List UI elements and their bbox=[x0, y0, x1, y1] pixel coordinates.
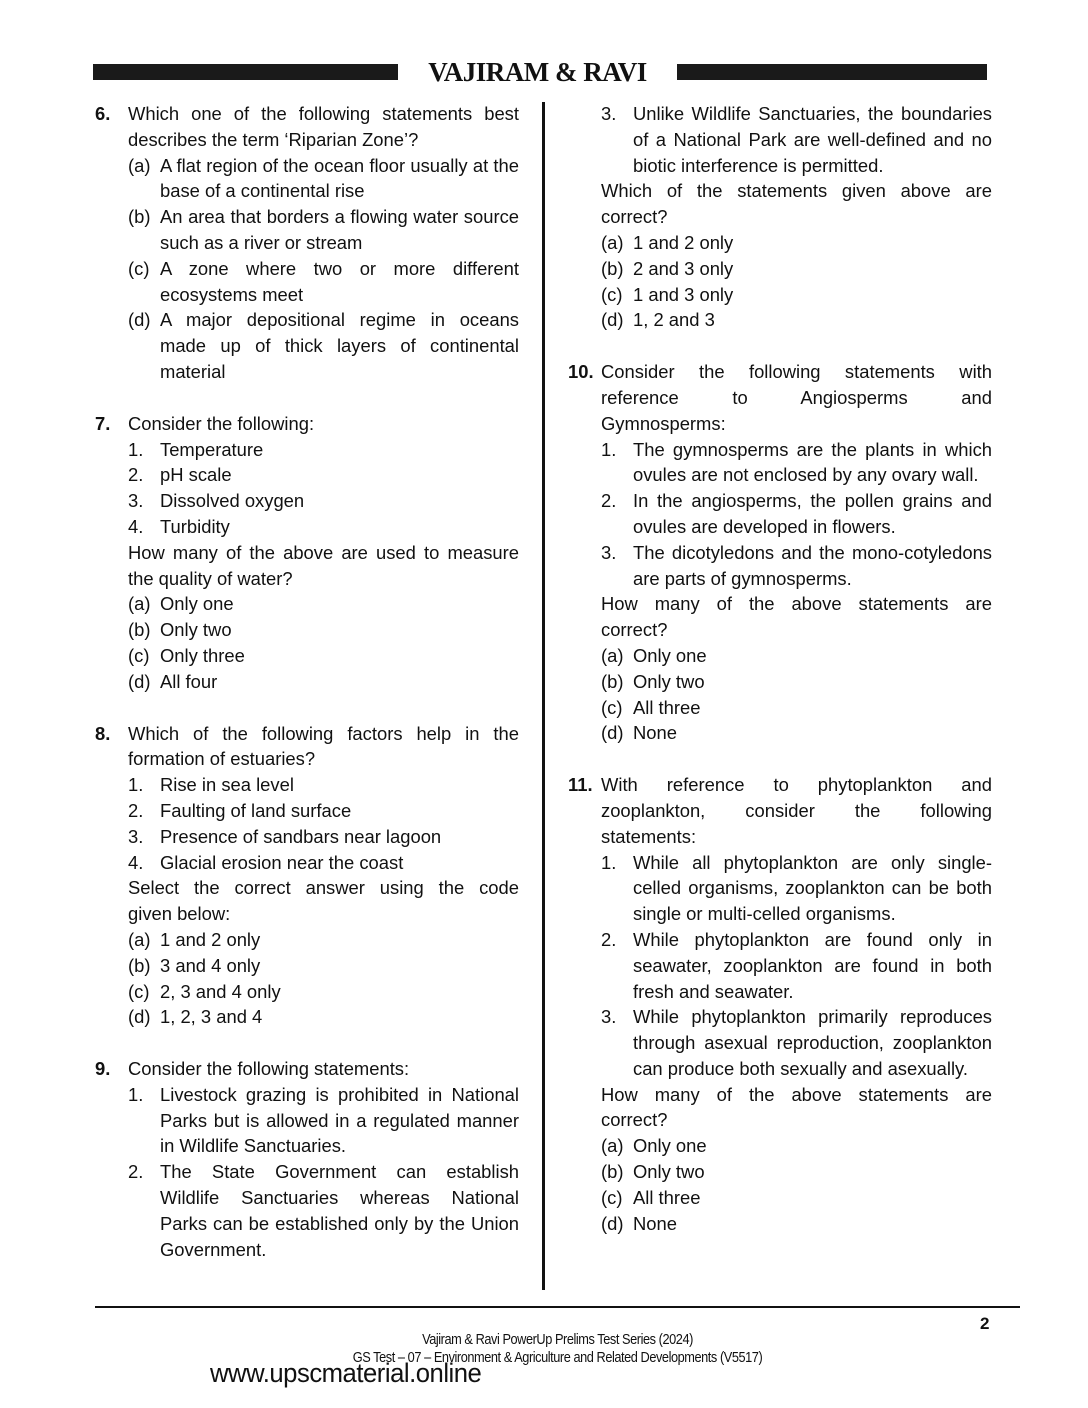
question-8 bbox=[95, 721, 519, 1031]
option-b[interactable]: (b) Only two bbox=[601, 1161, 705, 1183]
option-c[interactable]: (c) A zone where two or more different ecosystems meet bbox=[128, 257, 519, 305]
question-number: 6. bbox=[95, 103, 111, 124]
footer-series-title: Vajiram & Ravi PowerUp Prelims Test Series (2024) bbox=[422, 1332, 693, 1348]
statement-3: 3. Unlike Wildlife Sanctuaries, the boundaries of a National Park are well-defined and no biotic interference is permitted. bbox=[601, 103, 992, 176]
statement-3: 3. The dicotyledons and the mono-cotyledons are parts of gymnosperms. bbox=[601, 541, 992, 589]
option-d[interactable]: (d) 1, 2, 3 and 4 bbox=[128, 1006, 263, 1028]
footer-test-title: GS Test – 07 – Environment & Agriculture and Related Developments (V5517) bbox=[352, 1350, 763, 1366]
statement-4: 4. Glacial erosion near the coast bbox=[128, 851, 404, 873]
header-bar-right bbox=[677, 64, 987, 80]
option-c[interactable]: (c) All three bbox=[601, 1186, 701, 1208]
option-d[interactable]: (d) None bbox=[601, 1212, 677, 1234]
option-b[interactable]: (b) Only two bbox=[128, 619, 232, 641]
statement-2: 2. While phytoplankton are found only in seawater, zooplankton are found in both fresh and seawater. bbox=[601, 928, 992, 1002]
question-prompt-line: given below: bbox=[128, 903, 231, 925]
option-a[interactable]: (a) A flat region of the ocean floor usually at the base of a continental rise bbox=[128, 154, 519, 202]
option-c[interactable]: (c) Only three bbox=[128, 644, 245, 666]
question-stem-line: formation of estuaries? bbox=[128, 748, 316, 770]
question-number: 10. bbox=[568, 361, 594, 383]
question-number: 9. bbox=[95, 1058, 111, 1080]
option-a[interactable]: (a) 1 and 2 only bbox=[601, 231, 734, 253]
statement-1: 1. Livestock grazing is prohibited in National Parks but is allowed in a regulated manner in Wildlife Sanctuaries. bbox=[128, 1083, 519, 1157]
statement-1: 1. The gymnosperms are the plants in which ovules are not enclosed by any ovary wall. bbox=[601, 438, 992, 486]
question-number: 8. bbox=[95, 722, 111, 744]
header-title: VAJIRAM & RAVI bbox=[428, 57, 647, 87]
option-c[interactable]: (c) 2, 3 and 4 only bbox=[128, 980, 281, 1002]
footer-rule bbox=[95, 1306, 1020, 1308]
question-prompt-line: How many of the above statements are bbox=[601, 593, 992, 615]
question-prompt-line: correct? bbox=[601, 206, 668, 228]
statement-3: 3. While phytoplankton primarily reproduces through asexual reproduction, zooplankton can produce both sexually and asexually. bbox=[601, 1006, 992, 1079]
question-stem-line: With reference to phytoplankton and bbox=[601, 774, 992, 796]
question-stem-line: zooplankton, consider the following bbox=[601, 799, 992, 821]
page-header bbox=[93, 58, 987, 86]
question-10 bbox=[568, 359, 992, 746]
question-stem-line: Gymnosperms: bbox=[601, 412, 726, 434]
question-11 bbox=[568, 772, 992, 1236]
question-stem-line: describes the term ‘Riparian Zone’? bbox=[128, 128, 419, 150]
question-number: 11. bbox=[568, 774, 593, 796]
question-prompt-line: correct? bbox=[601, 619, 668, 641]
statement-4: 4. Turbidity bbox=[128, 515, 230, 537]
question-prompt-line: the quality of water? bbox=[128, 567, 293, 589]
statement-2: 2. pH scale bbox=[128, 464, 232, 486]
option-d[interactable]: (d) None bbox=[601, 722, 677, 744]
statement-3: 3. Presence of sandbars near lagoon bbox=[128, 825, 442, 847]
option-b[interactable]: (b) 3 and 4 only bbox=[128, 954, 261, 976]
statement-2: 2. In the angiosperms, the pollen grains and ovules are developed in flowers. bbox=[601, 490, 992, 537]
option-c[interactable]: (c) 1 and 3 only bbox=[601, 283, 734, 305]
option-d[interactable]: (d) All four bbox=[128, 670, 218, 692]
statement-3: 3. Dissolved oxygen bbox=[128, 490, 305, 512]
question-stem-line: Which one of the following statements best bbox=[128, 103, 519, 124]
question-7 bbox=[95, 411, 519, 695]
question-stem-line: reference to Angiosperms and bbox=[601, 386, 992, 408]
question-6 bbox=[95, 101, 519, 385]
option-d[interactable]: (d) A major depositional regime in oceans made up of thick layers of continental material bbox=[128, 309, 519, 382]
question-prompt-line: How many of the above are used to measure bbox=[128, 541, 519, 563]
question-prompt-line: Which of the statements given above are bbox=[601, 180, 992, 202]
option-d[interactable]: (d) 1, 2 and 3 bbox=[601, 309, 715, 331]
header-bar-left bbox=[93, 64, 398, 80]
statement-1: 1. Rise in sea level bbox=[128, 774, 294, 796]
question-stem-line: statements: bbox=[601, 825, 697, 847]
option-a[interactable]: (a) 1 and 2 only bbox=[128, 928, 261, 950]
statement-1: 1. Temperature bbox=[128, 438, 264, 460]
option-b[interactable]: (b) Only two bbox=[601, 670, 705, 692]
question-9 bbox=[95, 1056, 519, 1262]
left-column bbox=[95, 101, 519, 1288]
option-b[interactable]: (b) 2 and 3 only bbox=[601, 257, 734, 279]
option-a[interactable]: (a) Only one bbox=[601, 644, 707, 666]
question-stem-line: Consider the following: bbox=[128, 412, 315, 434]
option-a[interactable]: (a) Only one bbox=[601, 1135, 707, 1157]
option-c[interactable]: (c) All three bbox=[601, 696, 701, 718]
question-stem-line: Which of the following factors help in the bbox=[128, 722, 519, 744]
question-stem-line: Consider the following statements: bbox=[128, 1058, 410, 1080]
watermark-url: www.upscmaterial.online bbox=[210, 1358, 482, 1388]
question-prompt-line: Select the correct answer using the code bbox=[128, 877, 519, 899]
question-prompt-line: correct? bbox=[601, 1109, 668, 1131]
statement-2: 2. The State Government can establish Wildlife Sanctuaries whereas National Parks can be established only by the Union Government. bbox=[128, 1161, 519, 1260]
question-prompt-line: How many of the above statements are bbox=[601, 1083, 992, 1105]
page-number: 2 bbox=[980, 1314, 990, 1333]
question-stem-line: Consider the following statements with bbox=[601, 361, 992, 383]
question-number: 7. bbox=[95, 412, 111, 434]
option-b[interactable]: (b) An area that borders a flowing water source such as a river or stream bbox=[128, 206, 519, 253]
statement-2: 2. Faulting of land surface bbox=[128, 799, 352, 821]
statement-1: 1. While all phytoplankton are only single-celled organisms, zooplankton can be both single or multi-celled organisms. bbox=[601, 851, 992, 925]
right-column bbox=[568, 101, 992, 1262]
question-9-continued bbox=[568, 101, 992, 333]
column-divider bbox=[542, 102, 545, 1290]
option-a[interactable]: (a) Only one bbox=[128, 593, 234, 615]
